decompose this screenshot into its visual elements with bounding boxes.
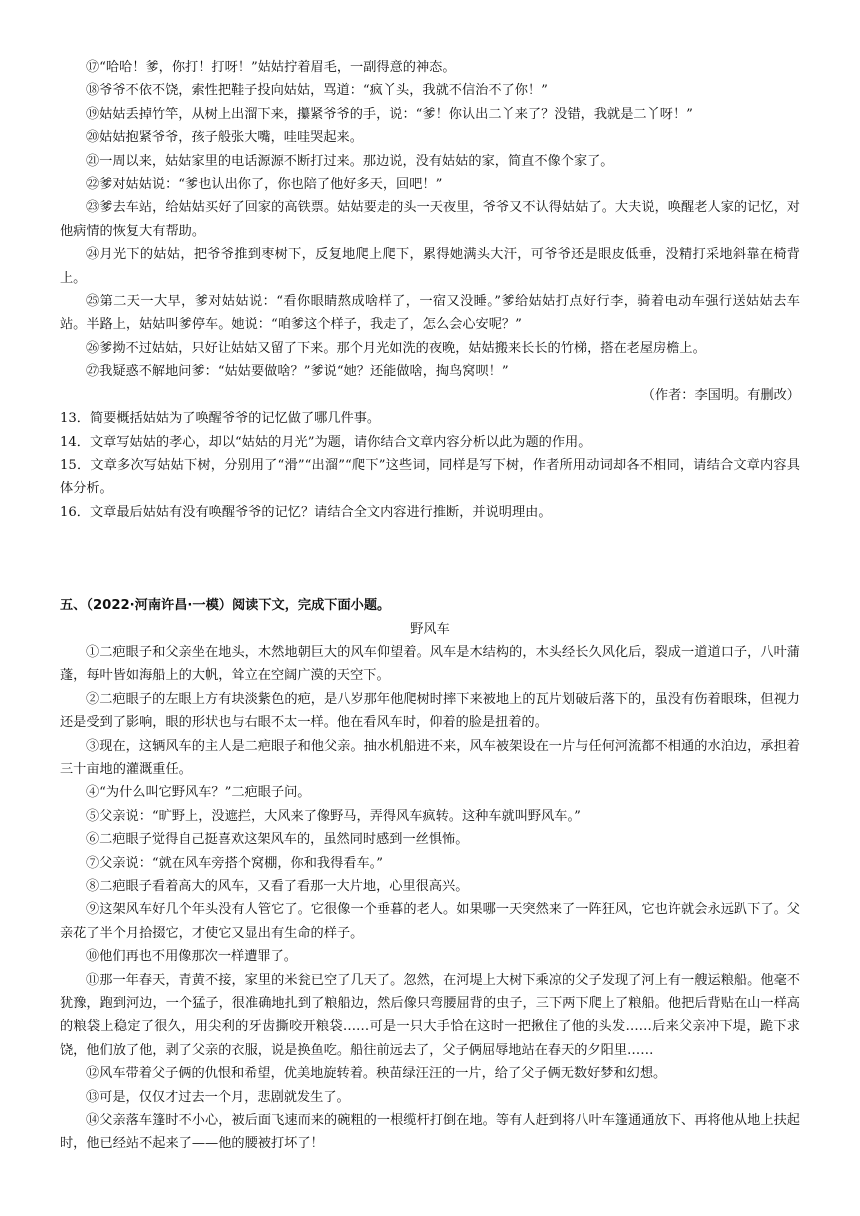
- paragraph: ⑧二疤眼子看着高大的风车，又看了看那一大片地，心里很高兴。: [86, 879, 469, 894]
- paragraph: ⑩他们再也不用像那次一样遭罪了。: [86, 949, 297, 965]
- paragraph: ㉓爹去车站，给姑姑买好了回家的高铁票。姑姑要走的头一天夜里，爷爷又不认得姑姑了。大夫说，唤醒老人家的记忆，对他病情的恢复大有帮助。: [60, 200, 800, 239]
- paragraph: ⑫风车带着父子俩的仇恨和希望，优美地旋转着。秧苗绿汪汪的一片，给了父子俩无数好梦和幻想。: [86, 1066, 667, 1082]
- story-continuation: [60, 56, 800, 384]
- question-item: 13．简要概括姑姑为了唤醒爷爷的记忆做了哪几件事。: [60, 411, 381, 427]
- passage-title: 野风车: [410, 621, 450, 637]
- paragraph: ⑳姑姑抱紧爷爷，孩子般张大嘴，哇哇哭起来。: [86, 130, 363, 146]
- section-gap: [60, 524, 800, 594]
- paragraph: ⑭父亲落车篷时不小心，被后面飞速而来的碗粗的一根缆杆打倒在地。等有人赶到将八叶车篷通通放下、再将他从地上扶起时，他已经站不起来了——他的腰被打坏了！: [60, 1113, 800, 1152]
- section-heading: 五、（2022·河南许昌·一模）阅读下文，完成下面小题。: [60, 598, 391, 614]
- paragraph: ⑤父亲说：“旷野上，没遮拦，大风来了像野马，弄得风车疯转。这种车就叫野风车。”: [86, 808, 581, 824]
- paragraph: ㉕第二天一大早，爹对姑姑说：“看你眼睛熬成啥样了，一宿又没睡。”爹给姑姑打点好行李，骑着电动车强行送姑姑去车站。半路上，姑姑叫爹停车。她说：“咱爹这个样子，我走了，怎么会心安呢？”: [60, 294, 800, 333]
- paragraph: ㉗我疑惑不解地问爹：“姑姑要做啥？”爹说“她？还能做啥，掏鸟窝呗！”: [86, 364, 509, 380]
- paragraph: ㉒爹对姑姑说：“爹也认出你了，你也陪了他好多天，回吧！”: [86, 177, 443, 193]
- paragraph: ㉔月光下的姑姑，把爷爷推到枣树下，反复地爬上爬下，累得她满头大汗，可爷爷还是眼皮低垂，没精打采地斜靠在椅背上。: [60, 247, 800, 286]
- paragraph: ⑲姑姑丢掉竹竿，从树上出溜下来，攥紧爷爷的手，说：“爹！你认出二丫来了？没错，我就是二丫呀！”: [86, 106, 693, 122]
- paragraph: ⑪那一年春天，青黄不接，家里的米瓮已空了几天了。忽然，在河堤上大树下乘凉的父子发现了河上有一艘运粮船。他毫不犹豫，跑到河边，一个猛子，很准确地扎到了粮船边，然后像只弯腰屈背的虫子，三下两下爬上了粮船。他把后背贴在山一样高的粮袋上稳定了很久，用尖利的牙齿撕咬开粮袋……可是一只大手恰在这时一把揪住了他的头发……后来父亲冲下堤，跪下求饶，他们放了他，剥了父亲的衣服，说是换鱼吃。船往前远去了，父子俩屈辱地站在春天的夕阳里……: [60, 972, 800, 1058]
- paragraph: ④“为什么叫它野风车？”二疤眼子问。: [86, 785, 311, 801]
- paragraph: ⑬可是，仅仅才过去一个月，悲剧就发生了。: [86, 1089, 350, 1105]
- paragraph: ⑦父亲说：“就在风车旁搭个窝棚，你和我得看车。”: [86, 855, 384, 871]
- question-item: 15．文章多次写姑姑下树，分别用了“滑”“出溜”“爬下”这些词，同样是写下树，作者所用动词却各不相同，请结合文章内容具体分析。: [60, 457, 800, 497]
- paragraph: ⑱爷爷不依不饶，索性把鞋子投向姑姑，骂道：“疯丫头，我就不信治不了你！”: [86, 83, 548, 99]
- paragraph: ㉑一周以来，姑姑家里的电话源源不断打过来。那边说，没有姑姑的家，简直不像个家了。: [86, 153, 614, 169]
- passage-body: [60, 641, 800, 1156]
- question-list: [60, 407, 800, 524]
- paragraph: ②二疤眼子的左眼上方有块淡紫色的疤，是八岁那年他爬树时摔下来被地上的瓦片划破后落下的，虽没有伤着眼珠，但视力还是受到了影响，眼的形状也与右眼不太一样。他在看风车时，仰着的脸是扭着的。: [60, 691, 800, 731]
- question-item: 14．文章写姑姑的孝心，却以“姑姑的月光”为题，请你结合文章内容分析以此为题的作用。: [60, 434, 592, 450]
- author-credit: （作者：李国明。有删改）: [641, 387, 800, 403]
- paragraph: ⑨这架风车好几个年头没有人管它了。它很像一个垂暮的老人。如果哪一天突然来了一阵狂风，它也许就会永远趴下了。父亲花了半个月拾掇它，才使它又显出有生命的样子。: [60, 902, 800, 941]
- paragraph: ㉖爹拗不过姑姑，只好让姑姑又留了下来。那个月光如洗的夜晚，姑姑搬来长长的竹梯，搭在老屋房檐上。: [86, 340, 706, 356]
- paragraph: ⑥二疤眼子觉得自己挺喜欢这架风车的，虽然同时感到一丝惧怖。: [86, 832, 469, 848]
- paragraph: ⑰“哈哈！爹，你打！打呀！”姑姑拧着眉毛，一副得意的神态。: [86, 60, 456, 75]
- paragraph: ③现在，这辆风车的主人是二疤眼子和他父亲。抽水机船进不来，风车被架设在一片与任何河流都不相通的水泊边，承担着三十亩地的灌溉重任。: [60, 738, 800, 777]
- paragraph: ①二疤眼子和父亲坐在地头，木然地朝巨大的风车仰望着。风车是木结构的，木头经长久风化后，裂成一道道口子，八叶蒲蓬，每叶皆如海船上的大帆，耸立在空阔广漠的天空下。: [60, 644, 800, 684]
- document-page: [60, 56, 800, 1156]
- question-item: 16．文章最后姑姑有没有唤醒爷爷的记忆？请结合全文内容进行推断，并说明理由。: [60, 504, 552, 520]
